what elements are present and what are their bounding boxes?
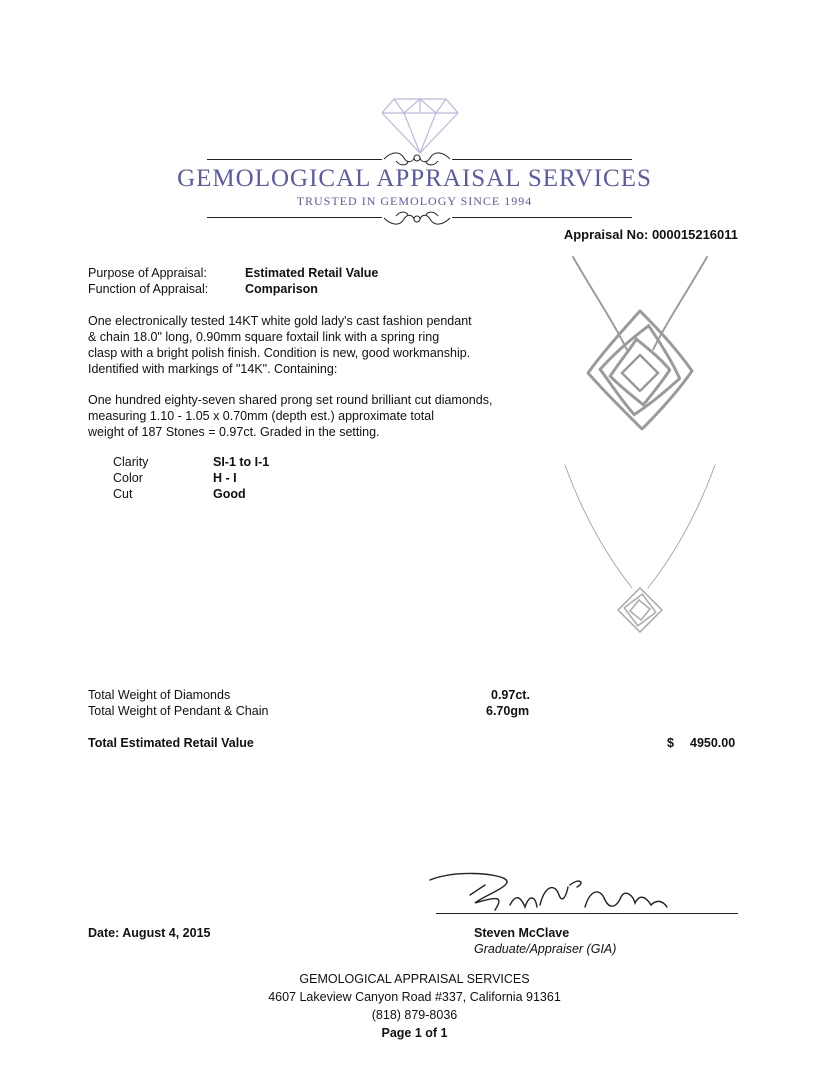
ornament-line-top-right [452,159,632,160]
footer-company: GEMOLOGICAL APPRAISAL SERVICES [299,972,530,986]
description-line: clasp with a bright polish finish. Condition is new, good workmanship. [88,346,471,360]
diamond-icon [380,95,460,155]
appraiser-name: Steven McClave [474,926,570,940]
total-diamond-weight-value: 0.97ct. [491,688,530,702]
ornament-line-bottom-right [452,217,632,218]
footer-phone: (818) 879-8036 [371,1008,458,1022]
retail-value-label: Total Estimated Retail Value [88,736,254,750]
necklace-full-image [560,460,720,640]
retail-currency: $ [667,736,674,750]
total-pendant-weight-label: Total Weight of Pendant & Chain [88,704,269,718]
appraiser-title: Graduate/Appraiser (GIA) [474,942,617,956]
brand-tagline: TRUSTED IN GEMOLOGY SINCE 1994 [296,194,533,208]
function-value: Comparison [245,282,318,296]
grade-value-clarity: SI-1 to I-1 [213,455,270,469]
diamond-description-line: One hundred eighty-seven shared prong set round brilliant cut diamonds, [88,393,493,407]
signature-line [436,913,738,914]
diamond-description-line: measuring 1.10 - 1.05 x 0.70mm (depth est.) approximate total [88,409,435,423]
purpose-label: Purpose of Appraisal: [88,266,207,280]
footer [0,970,829,1042]
pendant-closeup-image [565,255,715,435]
grade-label-color: Color [113,471,143,485]
total-pendant-weight-value: 6.70gm [486,704,530,718]
grade-label-clarity: Clarity [113,455,149,469]
appraisal-date: Date: August 4, 2015 [88,926,211,940]
description-line: One electronically tested 14KT white gold lady's cast fashion pendant [88,314,472,328]
grade-value-color: H - I [213,471,237,485]
grade-value-cut: Good [213,487,246,501]
flourish-ornament-icon [382,208,452,228]
retail-value: 4950.00 [690,736,736,750]
appraisal-number: Appraisal No: 000015216011 [563,227,738,242]
description-line: & chain 18.0" long, 0.90mm square foxtail link with a spring ring [88,330,440,344]
brand-name: GEMOLOGICAL APPRAISAL SERVICES [177,165,652,192]
appraiser-signature [425,865,695,920]
description-line: Identified with markings of "14K". Containing: [88,362,338,376]
grade-label-cut: Cut [113,487,133,501]
page-number: Page 1 of 1 [381,1026,448,1040]
purpose-value: Estimated Retail Value [245,266,379,280]
diamond-description-line: weight of 187 Stones = 0.97ct. Graded in the setting. [88,425,380,439]
total-diamond-weight-label: Total Weight of Diamonds [88,688,231,702]
function-label: Function of Appraisal: [88,282,209,296]
footer-address: 4607 Lakeview Canyon Road #337, California 91361 [268,990,561,1004]
ornament-line-bottom-left [207,217,382,218]
ornament-line-top-left [207,159,382,160]
